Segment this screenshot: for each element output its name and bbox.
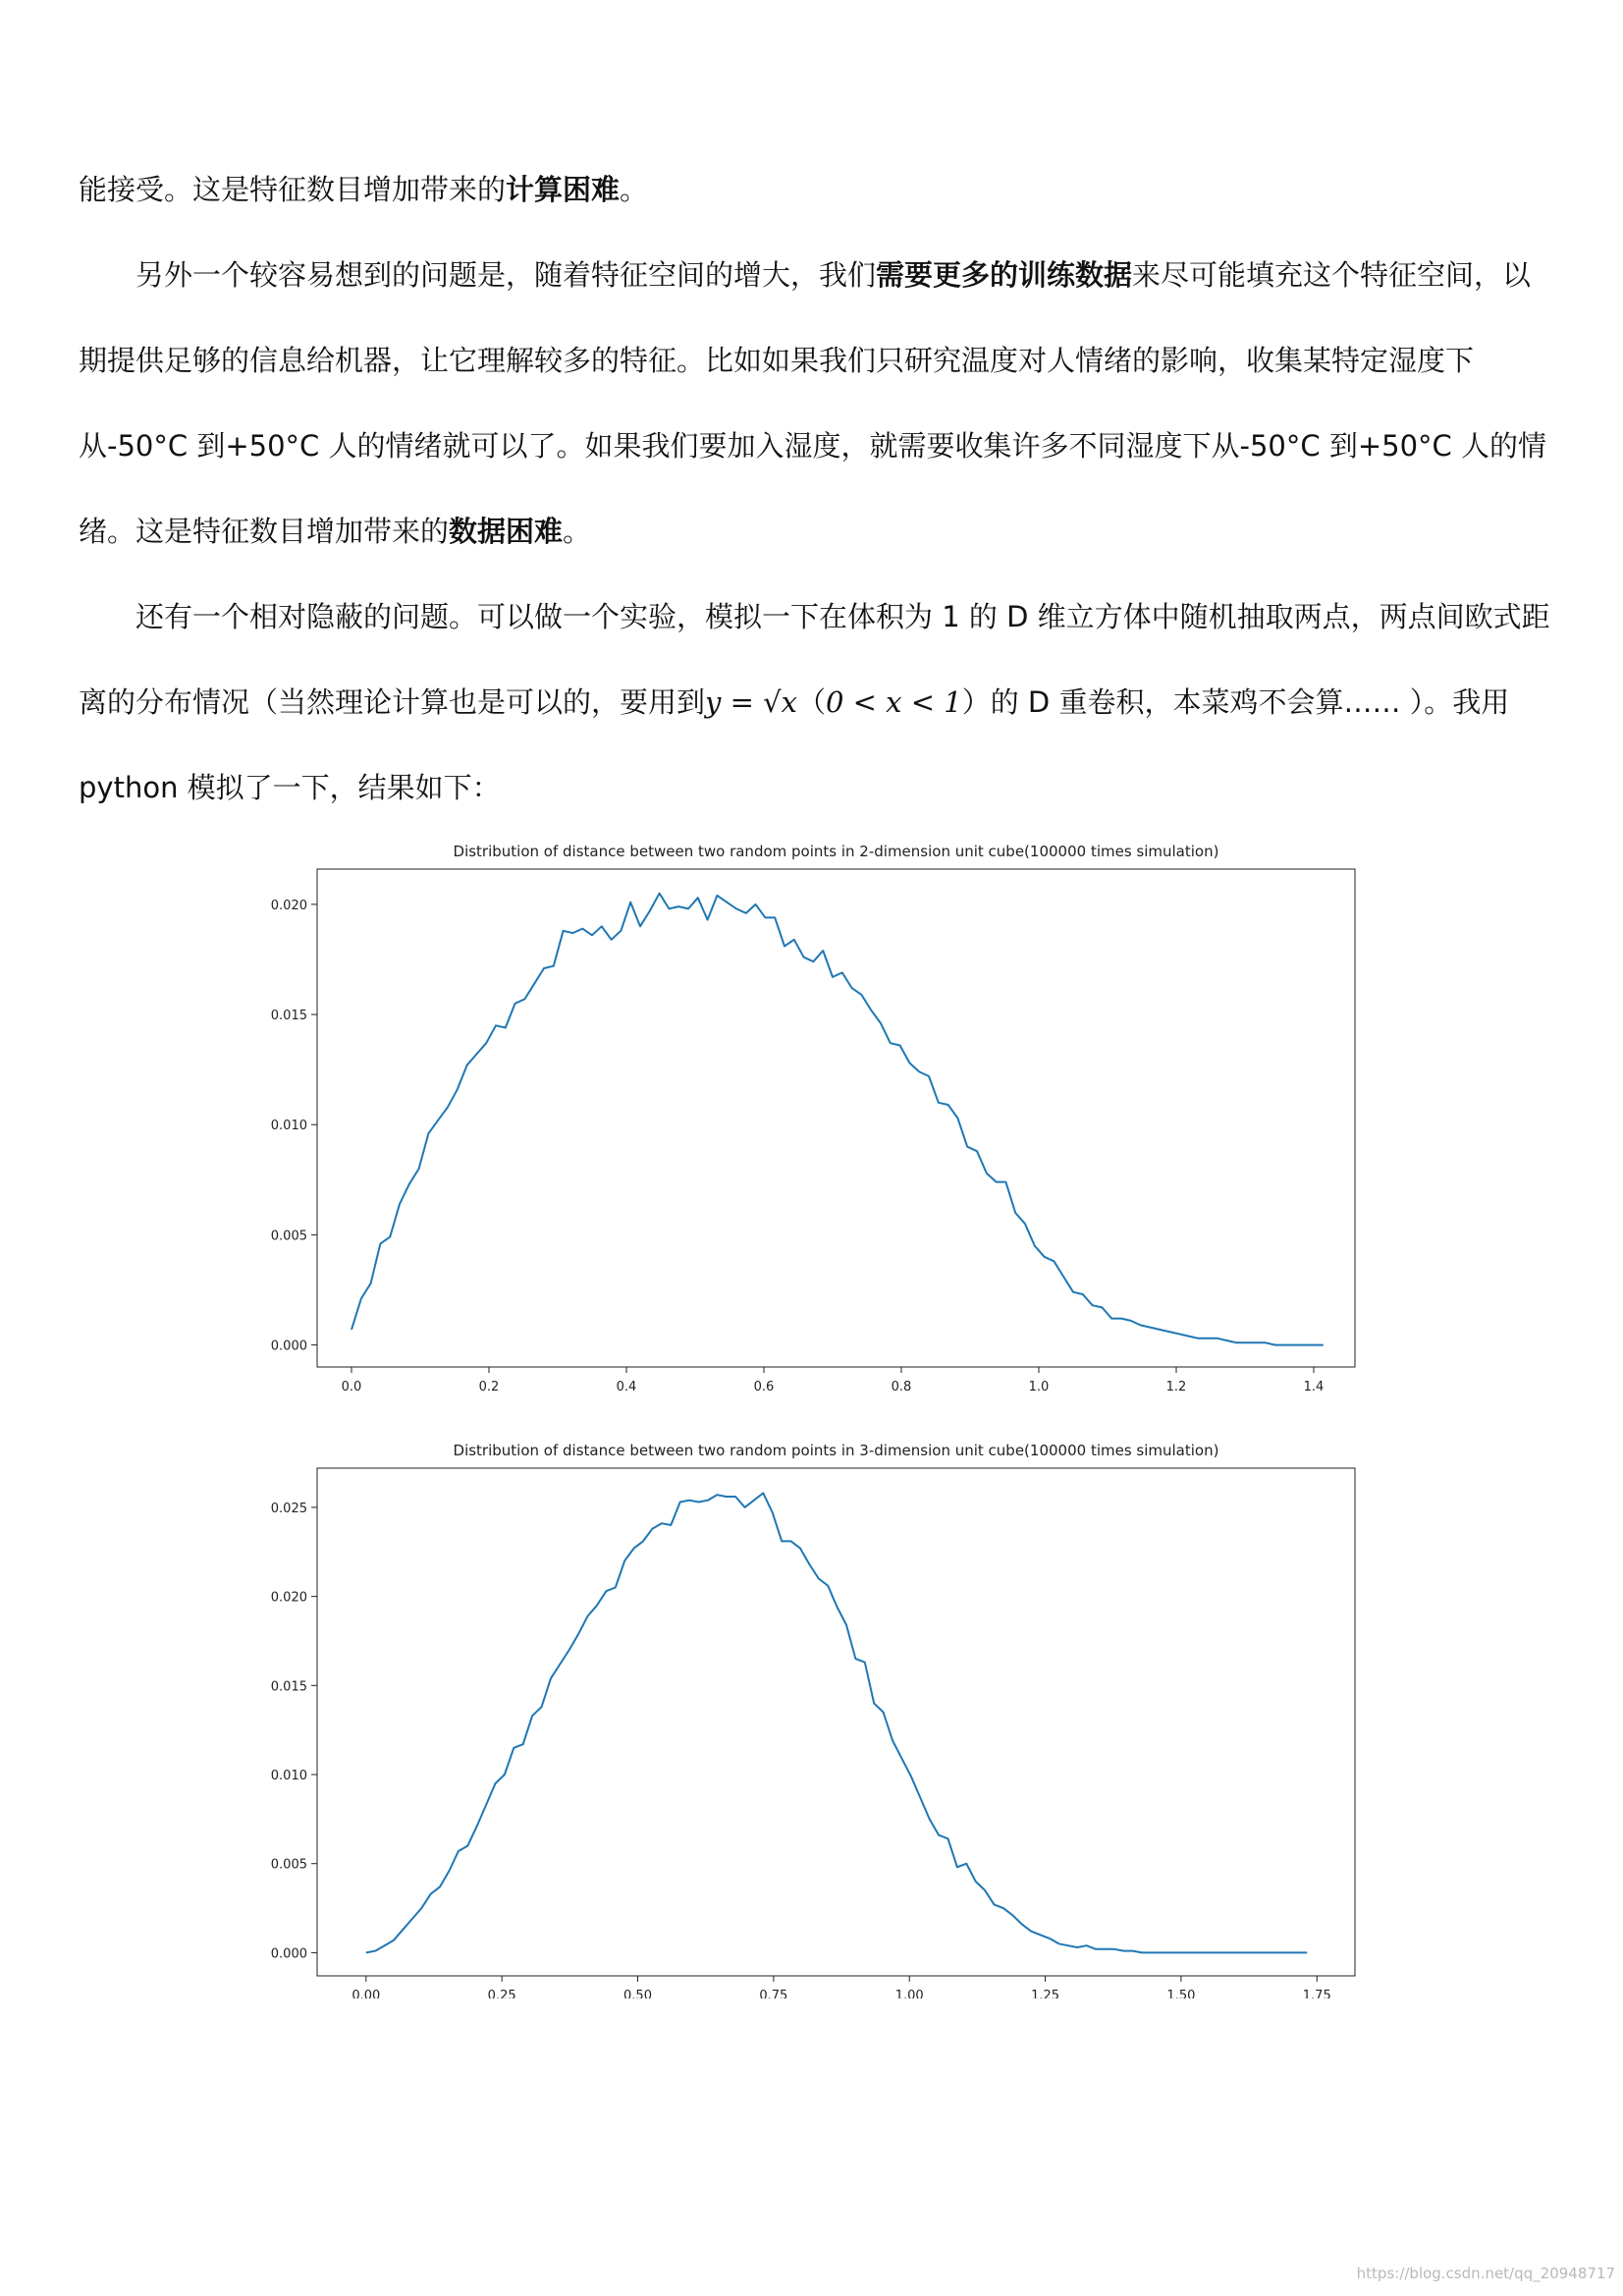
x-tick-label: 1.0 bbox=[1028, 1380, 1050, 1394]
x-tick-label: 1.25 bbox=[1031, 1989, 1060, 1998]
y-tick-label: 0.005 bbox=[270, 1857, 307, 1873]
paragraph-1-end: 。 bbox=[620, 173, 649, 206]
x-tick-label: 1.00 bbox=[894, 1989, 924, 1998]
paragraph-2-text-a: 另外一个较容易想到的问题是，随着特征空间的增大，我们 bbox=[135, 258, 877, 292]
y-tick-label: 0.010 bbox=[270, 1769, 307, 1784]
paragraph-3-text-c: ）的 D 重卷积，本菜鸡不会算…… ）。我用 python 模拟了一下，结果如下： bbox=[79, 685, 1510, 804]
series-line bbox=[352, 894, 1324, 1345]
y-tick-label: 0.015 bbox=[270, 1679, 307, 1695]
chart-2d-distance bbox=[0, 835, 1623, 1394]
x-tick-label: 1.2 bbox=[1165, 1380, 1187, 1394]
x-tick-label: 0.4 bbox=[616, 1380, 637, 1394]
y-tick-label: 0.010 bbox=[270, 1119, 307, 1134]
paragraph-3-text-a: 还有一个相对隐蔽的问题。可以做一个实验，模拟一下在体积为 1 的 D 维立方体中随机抽取两点，两点间欧式距离的分布情况（当然理论计算也是可以的，要用到 bbox=[79, 600, 1550, 719]
paragraph-2-end: 。 bbox=[563, 515, 592, 548]
x-tick-label: 1.75 bbox=[1302, 1989, 1331, 1998]
x-tick-label: 0.8 bbox=[891, 1380, 912, 1394]
formula-sqrt: y = √x bbox=[705, 685, 797, 719]
x-tick-label: 1.50 bbox=[1166, 1989, 1196, 1998]
series-line bbox=[366, 1493, 1308, 1952]
x-tick-label: 1.4 bbox=[1303, 1380, 1325, 1394]
paragraph-3 bbox=[79, 574, 1556, 831]
x-tick-label: 0.6 bbox=[753, 1380, 775, 1394]
y-tick-label: 0.015 bbox=[270, 1009, 307, 1024]
y-tick-label: 0.020 bbox=[270, 1590, 307, 1606]
x-tick-label: 0.50 bbox=[623, 1989, 652, 1998]
x-tick-label: 0.0 bbox=[341, 1380, 362, 1394]
chart-title: Distribution of distance between two random points in 2-dimension unit cube(100000 times simulation) bbox=[453, 843, 1219, 860]
chart-title: Distribution of distance between two random points in 3-dimension unit cube(100000 times simulation) bbox=[453, 1442, 1219, 1459]
x-tick-label: 0.75 bbox=[759, 1989, 788, 1998]
paragraph-2-text-b: 来尽可能填充这个特征空间，以期提供足够的信息给机器，让它理解较多的特征。比如如果我们只研究温度对人情绪的影响，收集某特定湿度下从-50°C 到+50°C 人的情绪就可以了。如果我们要加入湿度，就需要收集许多不同湿度下从-50°C 到+50°C 人的情绪。这是特征数目增加带来的 bbox=[79, 258, 1547, 548]
x-tick-label: 0.2 bbox=[478, 1380, 500, 1394]
paragraph-3-text-b: （ bbox=[796, 685, 826, 719]
y-tick-label: 0.000 bbox=[270, 1339, 307, 1354]
paragraph-2-bold-2: 数据困难 bbox=[449, 515, 564, 548]
watermark: https://blog.csdn.net/qq_20948717 bbox=[1356, 2265, 1615, 2282]
plot-frame bbox=[317, 869, 1355, 1367]
x-tick-label: 0.00 bbox=[352, 1989, 381, 1998]
y-tick-label: 0.020 bbox=[270, 898, 307, 913]
plot-frame bbox=[317, 1468, 1355, 1976]
y-tick-label: 0.005 bbox=[270, 1229, 307, 1244]
chart-3d-distance bbox=[0, 1429, 1623, 1998]
paragraph-1-bold: 计算困难 bbox=[506, 173, 621, 206]
paragraph-1 bbox=[79, 147, 1556, 233]
x-tick-label: 0.25 bbox=[487, 1989, 516, 1998]
paragraph-2 bbox=[79, 233, 1556, 574]
paragraph-2-bold: 需要更多的训练数据 bbox=[876, 258, 1133, 292]
formula-range: 0 < x < 1 bbox=[825, 685, 962, 719]
y-tick-label: 0.000 bbox=[270, 1946, 307, 1962]
y-tick-label: 0.025 bbox=[270, 1501, 307, 1516]
paragraph-1-text: 能接受。这是特征数目增加带来的 bbox=[79, 173, 507, 206]
